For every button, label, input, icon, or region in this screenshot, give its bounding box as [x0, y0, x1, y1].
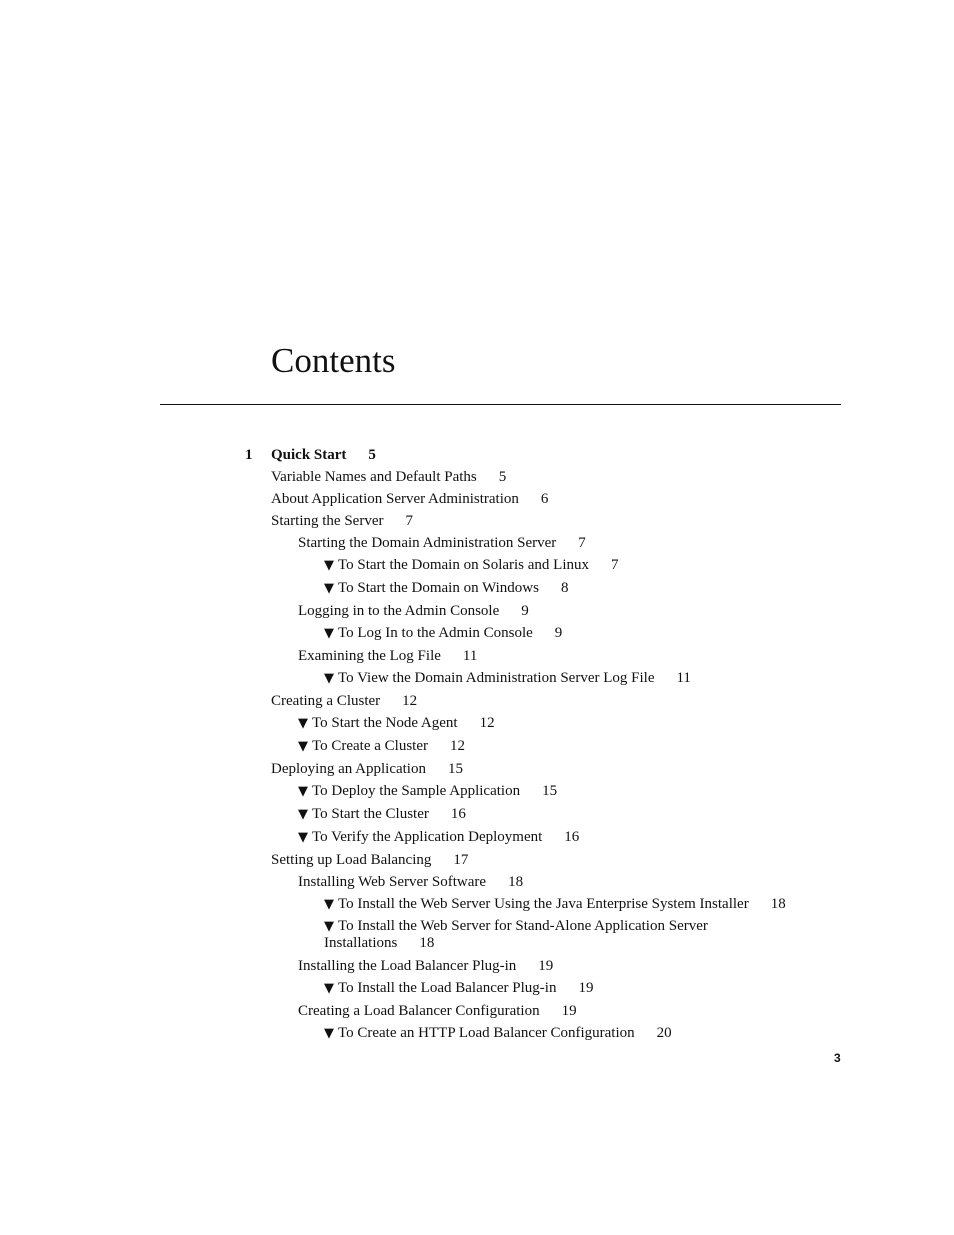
toc-entry-title: Creating a Cluster — [271, 693, 381, 709]
toc-entry-page: 8 — [560, 580, 569, 596]
task-triangle-icon: ▼ — [324, 626, 334, 641]
toc-section-entry[interactable] — [0, 645, 954, 667]
toc-entry-page: 15 — [447, 761, 463, 777]
toc-section-entry[interactable] — [0, 532, 954, 554]
toc-section-entry[interactable] — [0, 758, 954, 780]
toc-entry-page: 15 — [542, 783, 558, 799]
toc-entry-page: 19 — [561, 1003, 577, 1019]
toc-task-entry[interactable] — [0, 1022, 954, 1045]
toc-entry-page: 20 — [656, 1025, 672, 1041]
task-triangle-icon: ▼ — [324, 897, 334, 912]
toc-entry-page: 7 — [611, 557, 619, 573]
toc-section-entry[interactable] — [0, 955, 954, 977]
toc-section-entry[interactable] — [0, 510, 954, 532]
toc-task-entry[interactable] — [0, 667, 954, 690]
toc-entry-page: 19 — [578, 980, 594, 996]
toc-entry-page: 17 — [453, 852, 469, 868]
task-triangle-icon: ▼ — [324, 981, 334, 996]
toc-entry-title: Variable Names and Default Paths — [271, 469, 477, 485]
title-rule — [160, 404, 841, 405]
toc-entry-title: To Start the Node Agent — [312, 715, 458, 731]
toc-entry-page: 11 — [676, 670, 691, 686]
toc-entry-page: 16 — [564, 829, 580, 845]
toc-entry-title: To Install the Load Balancer Plug-in — [338, 980, 557, 996]
toc-task-entry[interactable] — [0, 916, 754, 955]
toc-entry-title: Deploying an Application — [271, 761, 426, 777]
toc-entry-title: To Deploy the Sample Application — [312, 783, 521, 799]
toc-entry-page: 16 — [450, 806, 466, 822]
toc-entry-page: 18 — [508, 874, 524, 890]
toc-entry-page: 12 — [479, 715, 495, 731]
toc-entry-title: To Log In to the Admin Console — [338, 625, 533, 641]
toc-task-entry[interactable] — [0, 893, 954, 916]
page-title: Contents — [271, 341, 396, 380]
toc-entry-page: 5 — [498, 469, 507, 485]
toc-entry-title: Installing the Load Balancer Plug-in — [298, 958, 517, 974]
task-triangle-icon: ▼ — [298, 739, 308, 754]
task-triangle-icon: ▼ — [324, 671, 334, 686]
toc-entry-page: 12 — [402, 693, 418, 709]
toc-entry-title: To Start the Domain on Windows — [338, 580, 539, 596]
toc-section-entry[interactable] — [0, 849, 954, 871]
task-triangle-icon: ▼ — [298, 807, 308, 822]
toc-section-entry[interactable] — [0, 1000, 954, 1022]
toc-entry-title: About Application Server Administration — [271, 491, 519, 507]
chapter-page: 5 — [368, 447, 376, 463]
toc-entry-title: Installing Web Server Software — [298, 874, 487, 890]
toc-entry-title: To Install the Web Server for Stand-Alone Application Server Installations — [324, 918, 708, 951]
toc-entry-title: Starting the Domain Administration Server — [298, 535, 557, 551]
toc-entry-page: 9 — [521, 603, 529, 619]
toc-entry-title: To Start the Cluster — [312, 806, 429, 822]
task-triangle-icon: ▼ — [298, 830, 308, 845]
toc-chapter-entry[interactable] — [0, 444, 954, 466]
toc-entry-title: Setting up Load Balancing — [271, 852, 432, 868]
toc-task-entry[interactable] — [0, 735, 954, 758]
toc-entry-page: 12 — [450, 738, 465, 754]
toc-entry-page: 7 — [578, 535, 586, 551]
toc-task-entry[interactable] — [0, 780, 954, 803]
toc-entry-title: To View the Domain Administration Server Log File — [338, 670, 655, 686]
toc-entry-title: To Verify the Application Deployment — [312, 829, 543, 845]
toc-entry-title: Logging in to the Admin Console — [298, 603, 500, 619]
page-number: 3 — [834, 1051, 841, 1065]
toc-entry-page: 18 — [770, 896, 786, 912]
chapter-title: Quick Start — [271, 447, 347, 463]
toc-section-entry[interactable] — [0, 488, 954, 510]
task-triangle-icon: ▼ — [298, 784, 308, 799]
table-of-contents — [0, 444, 954, 1045]
toc-section-entry[interactable] — [0, 600, 954, 622]
toc-task-entry[interactable] — [0, 622, 954, 645]
toc-entry-title: To Create an HTTP Load Balancer Configuration — [338, 1025, 635, 1041]
toc-entry-title: Examining the Log File — [298, 648, 441, 664]
toc-entry-title: Creating a Load Balancer Configuration — [298, 1003, 540, 1019]
toc-section-entry[interactable] — [0, 690, 954, 712]
toc-task-entry[interactable] — [0, 554, 954, 577]
task-triangle-icon: ▼ — [324, 558, 334, 573]
task-triangle-icon: ▼ — [324, 919, 334, 934]
task-triangle-icon: ▼ — [324, 1026, 334, 1041]
toc-entry-page: 9 — [554, 625, 563, 641]
toc-entry-title: To Create a Cluster — [312, 738, 428, 754]
toc-section-entry[interactable] — [0, 466, 954, 488]
toc-entry-page: 6 — [540, 491, 549, 507]
task-triangle-icon: ▼ — [298, 716, 308, 731]
task-triangle-icon: ▼ — [324, 581, 334, 596]
toc-entry-page: 18 — [419, 935, 435, 951]
toc-task-entry[interactable] — [0, 577, 954, 600]
toc-entry-title: To Install the Web Server Using the Java Enterprise System Installer — [338, 896, 749, 912]
toc-section-entry[interactable] — [0, 871, 954, 893]
toc-entry-title: To Start the Domain on Solaris and Linux — [338, 557, 590, 573]
toc-task-entry[interactable] — [0, 977, 954, 1000]
toc-task-entry[interactable] — [0, 712, 954, 735]
toc-entry-page: 19 — [538, 958, 554, 974]
toc-entry-page: 11 — [462, 648, 478, 664]
chapter-number: 1 — [245, 447, 253, 463]
toc-entry-title: Starting the Server — [271, 513, 384, 529]
toc-entry-page: 7 — [405, 513, 413, 529]
toc-task-entry[interactable] — [0, 826, 954, 849]
toc-task-entry[interactable] — [0, 803, 954, 826]
